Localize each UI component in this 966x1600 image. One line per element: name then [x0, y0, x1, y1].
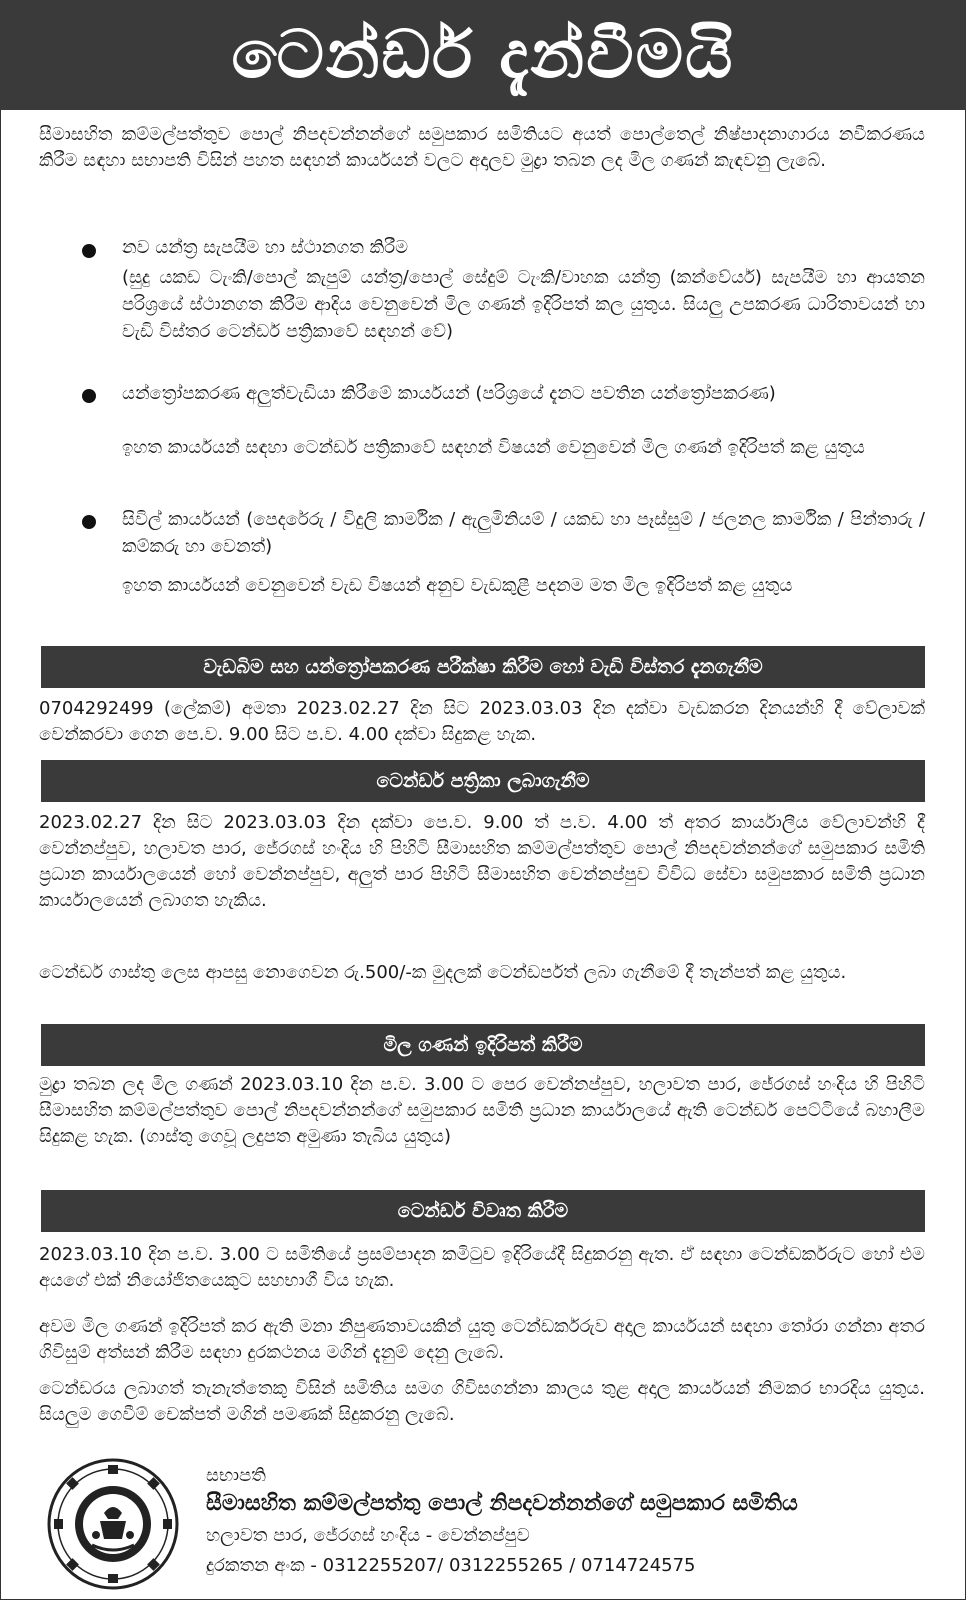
section-heading: මිල ගණන් ඉදිරිපත් කිරීම: [41, 1024, 925, 1066]
section-paragraph: අවම මිල ගණන් ඉදිරිපත් කර ඇති මනා නිපුණතාවයකින් යුතු ටෙන්ඩර්කරුව අදාල කාර්යයන් සඳහා තෝරා ගන්නා අතර ගිවිසුම් අත්සන් කිරීම සඳහා දුරකථනය මගින් දැනුම් දෙනු ලැබේ.: [39, 1316, 925, 1363]
bullet-dot-icon: [82, 244, 96, 258]
section-paragraph: මුද්‍රා තබන ලද මිල ගණන් 2023.03.10 දින ප.ව. 3.00 ට පෙර වෙන්නප්පුව, හලාවත පාර, ජේරගස් හංදිය හි පිහිටි සීමාසහිත කම්මල්පත්තුව පොල් නිපදවන්නන්ගේ සමුපකාර සමිති ප්‍රධාන කාර්යාලයේ ඇති ටෙන්ඩර් පෙට්ටියේ බහාලීම සිදුකළ හැක. (ගාස්තු ගෙවූ ලදුපත අමුණා තැබිය යුතුය): [39, 1074, 925, 1147]
section-heading: ටෙන්ඩර් විවෘත කිරීම: [41, 1190, 925, 1232]
page-title: ටෙන්ඩර් දැන්වීමයි: [231, 16, 735, 93]
contact-phones: දුරකතන අංක - 0312255207/ 0312255265 / 0714724575: [206, 1555, 696, 1576]
intro-paragraph: සීමාසහිත කම්මල්පත්තුව පොල් නිපදවන්නන්ගේ සමුපකාර සමිතියට අයත් පොල්තෙල් නිෂ්පාදනාගාරය නවීකරණය කිරීම සඳහා සභාපති විසින් පහත සඳහන් කාර්යයන් වලට අදාලව මුද්‍රා තබන ලද මිල ගණන් කැඳවනු ලැබේ.: [39, 124, 925, 171]
signatory-role: සභාපති: [206, 1465, 266, 1486]
bullet-heading: සිවිල් කාර්යයන් (පෙදරේරු / විදුලි කාර්මික / ඇලුමිනියම් / යකඩ හා පෑස්සුම් / ජලනල කාර්මික / පින්තාරු / කම්කරු හා වෙනත්): [122, 509, 925, 557]
bullet-detail: ඉහත කාර්යයන් වෙනුවෙන් වැඩ විෂයන් අනුව වැඩකුළී පදනම මත මිල ඉදිරිපත් කළ යුතුය: [122, 575, 793, 596]
section-paragraph: ටෙන්ඩරය ලබාගත් තැනැත්තෙකු විසින් සමිතිය සමග ගිවිසගන්නා කාලය තුළ අදාල කාර්යයන් නිමකර භාරදිය යුතුය. සියලුම ගෙවීම් චෙක්පත් මගින් පමණක් සිදුකරනු ලැබේ.: [39, 1378, 925, 1425]
bullet-detail: ඉහත කාර්යයන් සඳහා ටෙන්ඩර් පත්‍රිකාවේ සඳහන් විෂයන් වෙනුවෙන් මිල ගණන් ඉදිරිපත් කළ යුතුය: [122, 437, 865, 458]
title-banner: [0, 0, 966, 110]
bullet-dot-icon: [82, 515, 96, 529]
bullet-dot-icon: [82, 389, 96, 403]
society-logo-icon: [46, 1457, 180, 1591]
section-paragraph: 0704292499 (ලේකම්) අමතා 2023.02.27 දින සිට 2023.03.03 දින දක්වා වැඩකරන දිනයන්හි දී වේලාවක් වෙන්කරවා ගෙන පෙ.ව. 9.00 සිට ප.ව. 4.00 දක්වා සිදුකළ හැක.: [39, 698, 925, 745]
section-heading: වැඩබිම සහ යන්ත්‍රෝපකරණ පරීක්ෂා කිරීම හෝ වැඩි විස්තර දැනගැනීම: [41, 646, 925, 688]
section-paragraph: 2023.02.27 දින සිට 2023.03.03 දින දක්වා පෙ.ව. 9.00 ත් ප.ව. 4.00 ත් අතර කාර්යාලීය වේලාවන්හි දී වෙන්නප්පුව, හලාවත පාර, ජේරගස් හංදිය හි පිහිටි සීමාසහිත කම්මල්පත්තුව පොල් නිපදවන්නන්ගේ සමුපකාර සමිති ප්‍රධාන කාර්යාලයෙන් හෝ වෙන්නප්පුව, අලුත් පාර පිහිටි සීමාසහිත වෙන්නප්පුව විවිධ සේවා සමුපකාර සමිති ප්‍රධාන කාර්යාලයෙන් ලබාගත හැකිය.: [39, 812, 925, 911]
section-paragraph: 2023.03.10 දින ප.ව. 3.00 ට සමිතියේ ප්‍රසම්පාදන කමිටුව ඉදිරියේදී සිදුකරනු ඇත. ඒ සඳහා ටෙන්ඩර්කරුට හෝ එම අයගේ එක් නියෝජිතයෙකුට සහභාගී විය හැක.: [39, 1244, 925, 1291]
organization-address: හලාවත පාර, ජේරගස් හංදිය - වෙන්නප්පුව: [206, 1525, 530, 1546]
bullet-heading: යන්ත්‍රෝපකරණ අලුත්වැඩියා කිරීමේ කාර්යයන් (පරිශ්‍රයේ දැනට පවතින යන්ත්‍රෝපකරණ): [122, 383, 776, 404]
organization-name: සීමාසහිත කම්මල්පත්තු පොල් නිපදවන්නන්ගේ සමුපකාර සමිතිය: [206, 1491, 798, 1516]
section-paragraph: ටෙන්ඩර් ගාස්තු ලෙස ආපසු නොගෙවන රු.500/-ක මුදලක් ටෙන්ඩර්පත් ලබා ගැනීමේ දී තැන්පත් කළ යුතුය.: [39, 962, 847, 983]
bullet-detail: (සුදු යකඩ ටැංකි/පොල් කැපුම් යන්ත්‍ර/පොල් සේදුම් ටැංකි/වාහක යන්ත්‍ර (කන්වේයර්) සැපයීම හා ආයතන පරිශ්‍රයේ ස්ථානගත කිරීම ආදිය වෙනුවෙන් මිල ගණන් ඉදිරිපත් කල යුතුය. සියලු උපකරණ ධාරිතාවයන් හා වැඩි විස්තර ටෙන්ඩර් පත්‍රිකාවේ සඳහන් වේ): [122, 267, 925, 342]
bullet-heading: නව යන්ත්‍ර සැපයීම හා ස්ථානගත කිරීම: [122, 237, 409, 258]
section-heading: ටෙන්ඩර් පත්‍රිකා ලබාගැනීම: [41, 760, 925, 802]
